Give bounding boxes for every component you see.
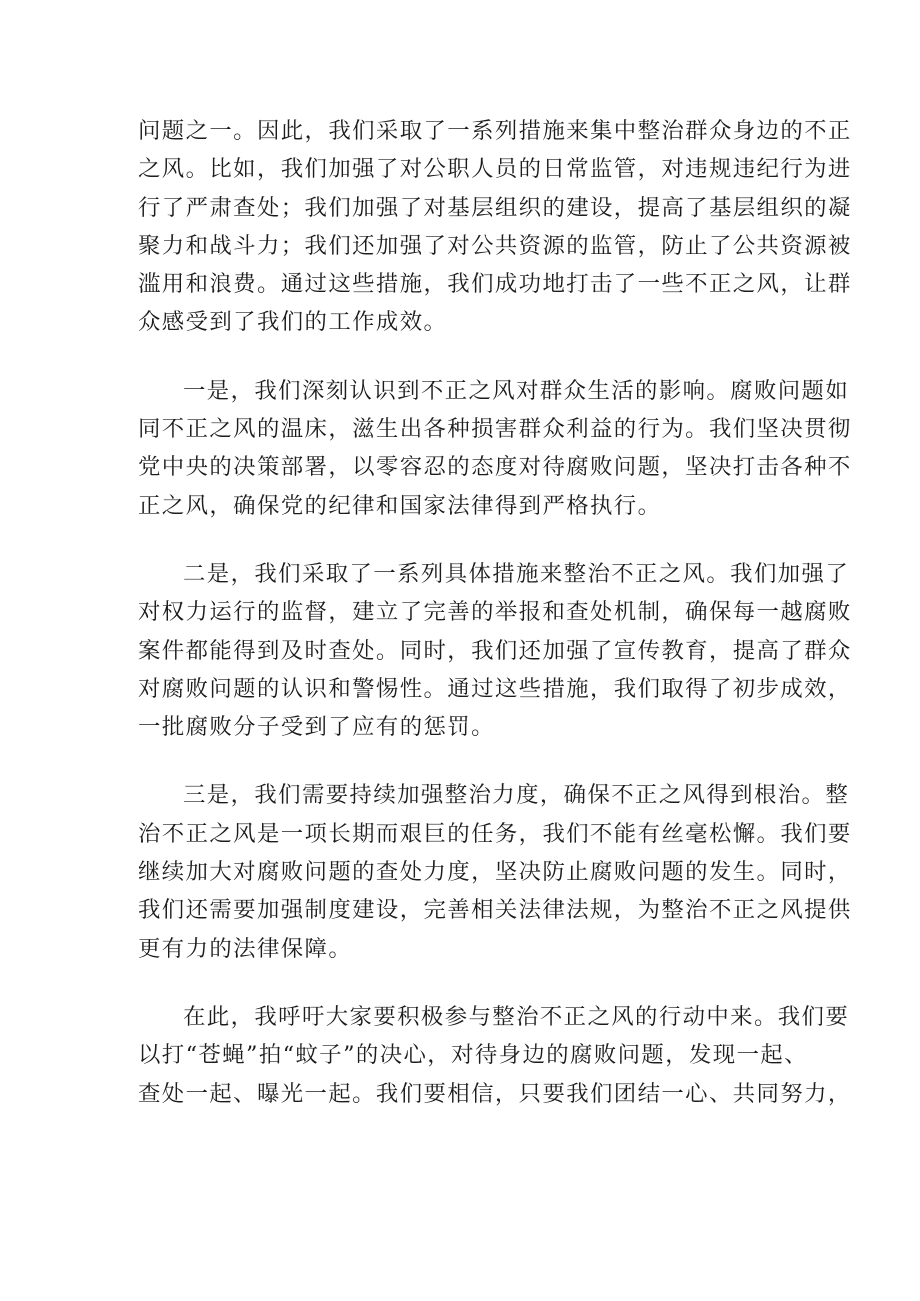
paragraph-second bbox=[138, 555, 852, 746]
text-line: 正之风，确保党的纪律和国家法律得到严格执行。 bbox=[138, 492, 662, 519]
text-line: 我们还需要加强制度建设，完善相关法律法规，为整治不正之风提供 bbox=[138, 897, 852, 924]
text-line: 在此，我呼吁大家要积极参与整治不正之风的行动中来。我们要 bbox=[183, 1003, 850, 1030]
document-body bbox=[138, 112, 852, 1143]
text-line: 问题之一。因此，我们采取了一系列措施来集中整治群众身边的不正 bbox=[138, 118, 852, 144]
text-line: 三是，我们需要持续加强整治力度，确保不正之风得到根治。整 bbox=[183, 782, 850, 809]
text-line: 对权力运行的监督，建立了完善的举报和查处机制，确保每一越腐败 bbox=[138, 599, 852, 626]
paragraph-intro bbox=[138, 112, 852, 342]
text-line: 案件都能得到及时查处。同时，我们还加强了宣传教育，提高了群众 bbox=[138, 637, 852, 664]
text-line: 查处一起、曝光一起。我们要相信，只要我们团结一心、共同努力， bbox=[138, 1080, 852, 1107]
text-line: 以打“苍蝇”拍“蚊子”的决心，对待身边的腐败问题，发现一起、 bbox=[138, 1042, 808, 1069]
text-line: 之风。比如，我们加强了对公职人员的日常监管，对违规违纪行为进 bbox=[138, 156, 852, 183]
text-line: 党中央的决策部署，以零容忍的态度对待腐败问题，坚决打击各种不 bbox=[138, 454, 852, 481]
text-line: 行了严肃查处；我们加强了对基层组织的建设，提高了基层组织的凝 bbox=[138, 194, 852, 221]
text-line: 更有力的法律保障。 bbox=[138, 935, 353, 962]
paragraph-closing bbox=[138, 998, 852, 1113]
text-line: 继续加大对腐败问题的查处力度，坚决防止腐败问题的发生。同时， bbox=[138, 859, 852, 886]
text-line: 对腐败问题的认识和警惕性。通过这些措施，我们取得了初步成效， bbox=[138, 675, 852, 702]
text-line: 一批腐败分子受到了应有的惩罚。 bbox=[138, 714, 495, 741]
paragraph-first bbox=[138, 372, 852, 525]
text-line: 滥用和浪费。通过这些措施，我们成功地打击了一些不正之风，让群 bbox=[138, 271, 852, 298]
text-line: 二是，我们采取了一系列具体措施来整治不正之风。我们加强了 bbox=[183, 560, 850, 587]
text-line: 一是，我们深刻认识到不正之风对群众生活的影响。腐败问题如 bbox=[183, 377, 850, 404]
paragraph-third bbox=[138, 776, 852, 967]
text-line: 同不正之风的温床，滋生出各种损害群众利益的行为。我们坚决贯彻 bbox=[138, 416, 852, 443]
text-line: 聚力和战斗力；我们还加强了对公共资源的监管，防止了公共资源被 bbox=[138, 232, 852, 259]
text-line: 治不正之风是一项长期而艰巨的任务，我们不能有丝毫松懈。我们要 bbox=[138, 820, 852, 847]
text-line: 众感受到了我们的工作成效。 bbox=[138, 309, 448, 336]
